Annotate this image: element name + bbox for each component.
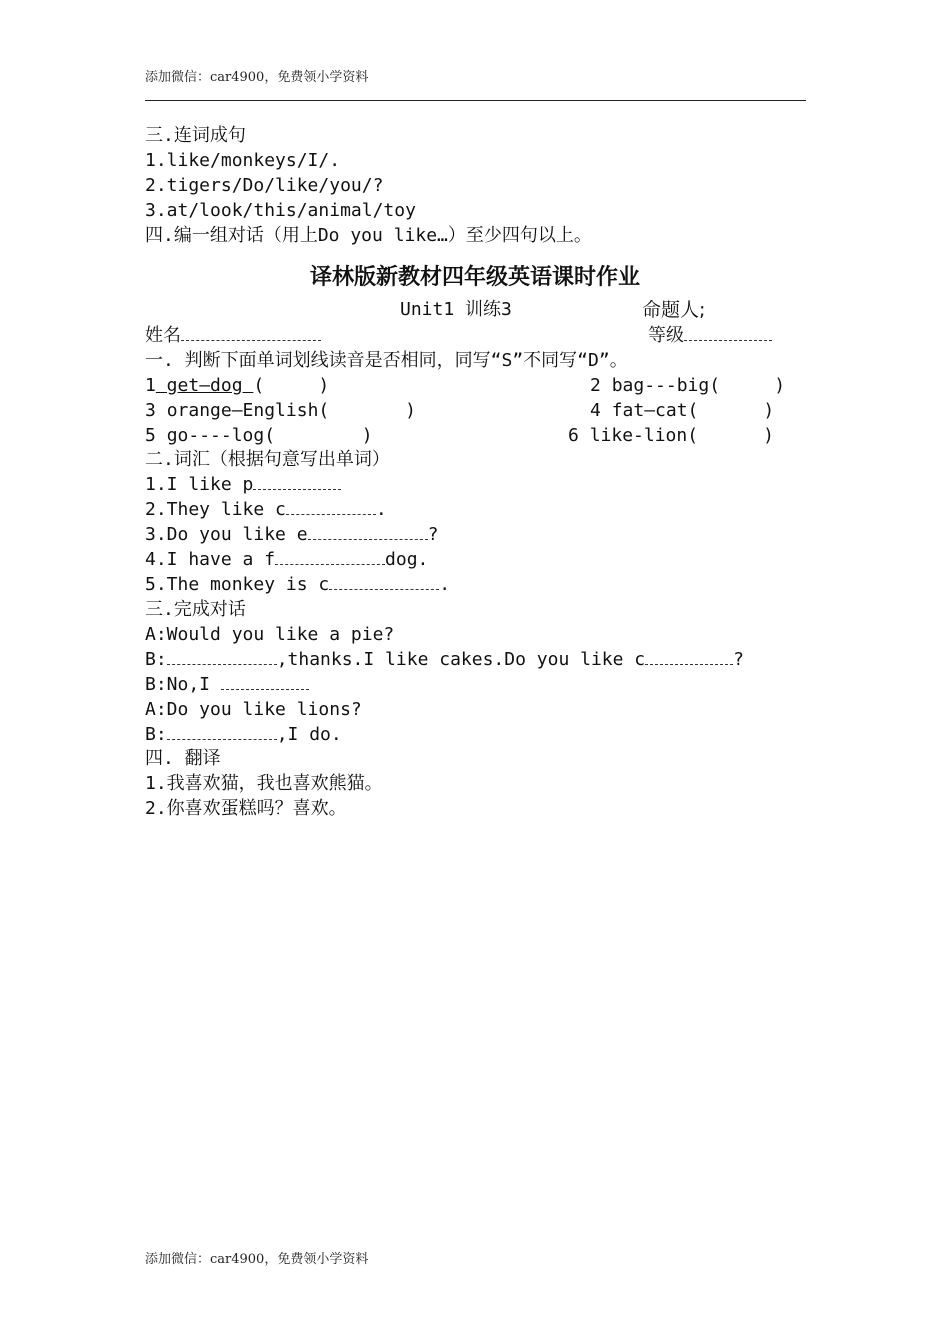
pair-5: 5 go----log( ) (145, 425, 373, 446)
dialogue-line-4: A:Do you like lions? (145, 699, 362, 720)
sentence-item-1: 1.like/monkeys/I/. (145, 150, 341, 171)
dialogue-blank-2[interactable] (645, 648, 733, 665)
part-two-title: 二.词汇（根据句意写出单词） (145, 449, 390, 470)
part-four-title: 四. 翻译 (145, 748, 221, 769)
pair-5-answer[interactable]: ( ) (264, 425, 373, 446)
part-three-title: 三.完成对话 (145, 599, 246, 620)
dialogue-blank-3[interactable] (221, 673, 309, 690)
worksheet-title: 译林版新教材四年级英语课时作业 (309, 265, 640, 290)
sentence-item-2: 2.tigers/Do/like/you/? (145, 175, 384, 196)
dialogue-blank-4[interactable] (167, 723, 277, 740)
pair-1: 1 get—dog ( ) (145, 375, 330, 396)
name-label: 姓名 (145, 325, 181, 346)
translate-item-1: 1.我喜欢猫，我也喜欢熊猫。 (145, 773, 383, 794)
name-field (145, 324, 321, 348)
pair-4: 4 fat—cat( ) (590, 400, 775, 421)
author-label: 命题人; (642, 299, 706, 321)
pair-6-answer[interactable]: ( ) (687, 425, 774, 446)
section-four-title: 四.编一组对话（用上Do you like…）至少四句以上。 (145, 225, 592, 246)
pair-3: 3 orange—English( ) (145, 400, 416, 421)
section-three-title: 三.连词成句 (145, 125, 246, 146)
grade-label: 等级 (648, 325, 684, 346)
vocab-blank-5[interactable] (329, 573, 439, 590)
unit-label: Unit1 训练3 (400, 299, 512, 320)
name-blank[interactable] (181, 324, 321, 341)
page-footer: 添加微信：car4900，免费领小学资料 (145, 1252, 369, 1267)
pair-3-answer[interactable]: ( ) (318, 400, 416, 421)
header-rule (145, 100, 806, 101)
vocab-blank-4[interactable] (275, 548, 385, 565)
dialogue-line-1: A:Would you like a pie? (145, 624, 395, 645)
vocab-blank-3[interactable] (308, 523, 428, 540)
translate-item-2: 2.你喜欢蛋糕吗？喜欢。 (145, 798, 347, 819)
pair-3-word: orange—English (166, 400, 319, 421)
vocab-item-4: 4.I have a f dog. (145, 549, 429, 570)
pair-2: 2 bag---big( ) (590, 375, 786, 396)
part-one-title: 一. 判断下面单词划线读音是否相同，同写“S”不同写“D”。 (145, 350, 628, 371)
pair-1-answer[interactable]: ( ) (253, 375, 330, 396)
grade-blank[interactable] (684, 324, 772, 341)
sentence-item-3: 3.at/look/this/animal/toy (145, 200, 416, 221)
pair-6-word: like-lion (589, 425, 688, 446)
pair-5-word: go----log (166, 425, 265, 446)
pair-2-word: bag---big (611, 375, 710, 396)
pair-6: 6 like-lion( ) (568, 425, 774, 446)
pair-4-word: fat—cat (611, 400, 688, 421)
dialogue-blank-1[interactable] (167, 648, 277, 665)
dialogue-line-5: B: ,I do. (145, 724, 342, 745)
page-header: 添加微信：car4900，免费领小学资料 (145, 70, 369, 85)
grade-field (648, 324, 772, 348)
vocab-item-5: 5.The monkey is c . (145, 574, 451, 595)
dialogue-line-2: B: ,thanks.I like cakes.Do you like c ? (145, 649, 744, 670)
pair-1-word: get—dog (155, 375, 254, 396)
pair-4-answer[interactable]: ( ) (687, 400, 775, 421)
vocab-blank-1[interactable] (253, 473, 341, 490)
pair-2-answer[interactable]: ( ) (709, 375, 786, 396)
dialogue-line-3: B:No,I (145, 673, 309, 697)
vocab-blank-2[interactable] (286, 498, 376, 515)
vocab-item-2: 2.They like c . (145, 499, 387, 520)
vocab-item-1: 1.I like p (145, 473, 341, 497)
vocab-item-3: 3.Do you like e ? (145, 524, 439, 545)
